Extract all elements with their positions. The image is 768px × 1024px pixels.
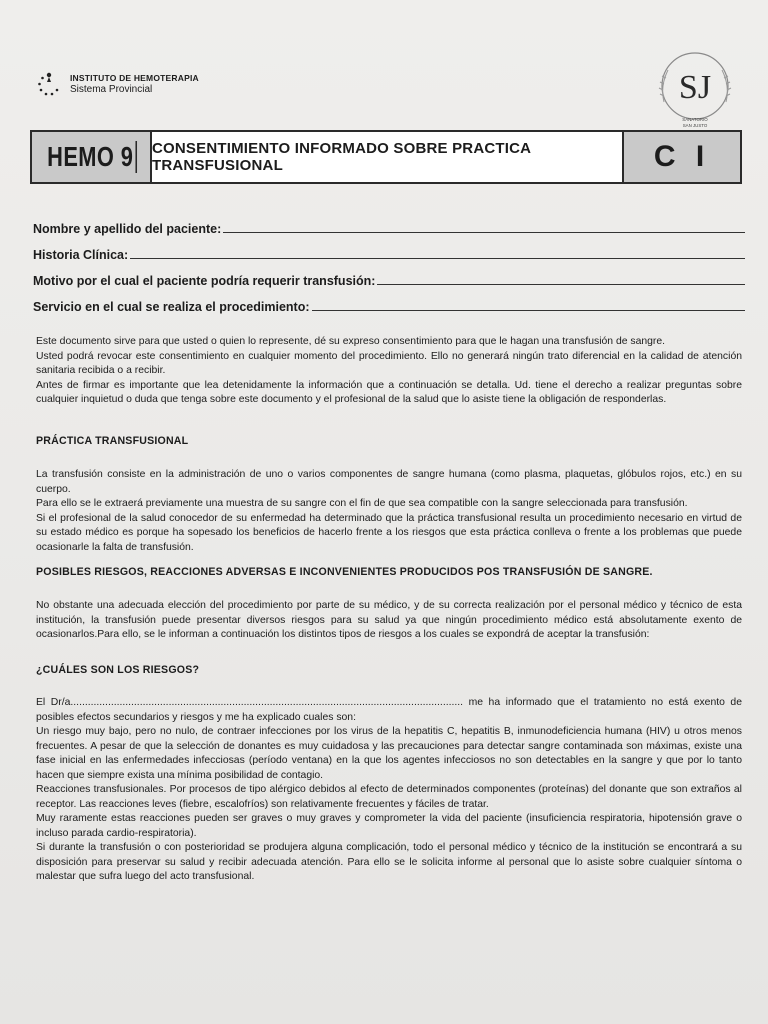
section-heading: POSIBLES RIESGOS, REACCIONES ADVERSAS E INCONVENIENTES PRODUCIDOS POS TRANSFUSIÓN DE SANGRE. <box>36 566 653 578</box>
field-label: Servicio en el cual se realiza el procedimiento: <box>33 300 310 314</box>
sanatorio-logo <box>650 50 740 132</box>
patient-fields <box>33 210 745 314</box>
section2-text <box>36 599 742 643</box>
section1-paragraph: Para ello se le extraerá previamente una muestra de su sangre con el fin de que sea compatible con la sangre seleccionada para transfusión. <box>36 498 688 509</box>
section3-text <box>36 696 742 885</box>
section-heading: ¿CUÁLES SON LOS RIESGOS? <box>36 664 200 676</box>
sanatorio-caption-2: SAN JUSTO <box>682 123 708 128</box>
clinical-history-field[interactable] <box>33 236 745 262</box>
service-field[interactable] <box>33 288 745 314</box>
intro-paragraph: Este documento sirve para que usted o quien lo represente, dé su expreso consentimiento para que le hagan una transfusión de sangre. <box>36 336 666 347</box>
institution-logo-icon <box>36 70 62 98</box>
section1-paragraph: Si el profesional de la salud conocedor de su enfermedad ha determinado que la práctica transfusional resulta un procedimiento necesario en virtud de su estado médico es porque ha sopesado los beneficios de hacerlo frente a los riesgos que esta práctica conlleva o frente a los problemas que puede ocasionarle la falta de transfusión. <box>36 512 742 553</box>
fill-line[interactable] <box>223 232 745 233</box>
section2-paragraph: No obstante una adecuada elección del procedimiento por parte de su médico, y de su correcta realización por el personal médico y técnico de esta institución, la transfusión puede presentar diversos riesgos para su salud ya que ningún procedimiento médico está absolutamente exento de ocasionarlos.Para ello, se le informan a continuación los distintos tipos de riesgos a los cuales se expondrá de aceptar la transfusión: <box>36 600 742 640</box>
section1-paragraph: La transfusión consiste en la administración de uno o varios componentes de sangre humana (como plasma, plaquetas, glóbulos rojos, etc.) en su cuerpo. <box>36 469 742 495</box>
section3-paragraph: Un riesgo muy bajo, pero no nulo, de contraer infecciones por los virus de la hepatitis C, hepatitis B, inmunodeficiencia humana (HIV) u otros menos frecuentes. A pesar de que la selección de donantes es muy cuidadosa y las precauciones para detectar sangre contaminada son máximas, existe una fase inicial en las enfermedades infecciosas (período ventana) en la que los agentes infecciosos no son detectables en la sangre y que por lo tanto hacen que siempre exista una mínima posibilidad de contagio. <box>36 726 742 781</box>
institution-subtitle: Sistema Provincial <box>70 84 153 95</box>
field-label: Nombre y apellido del paciente: <box>33 222 222 236</box>
section3-paragraph: Reacciones transfusionales. Por procesos de tipo alérgico debidos al efecto de determinados componentes (proteínas) del donante que son extraños al receptor. Las reacciones leves (fiebre, escalofríos) son relativamente frecuentes y fáciles de tratar. <box>36 784 742 810</box>
section3-paragraph: El Dr/a........................................................................................................................................ me ha informado que el tratamiento no está exento de posibles efectos secundarios y riesgos y me ha explicado cuales son: <box>36 697 742 723</box>
section1-text <box>36 468 742 555</box>
section3-paragraph: Muy raramente estas reacciones pueden ser graves o muy graves y comprometer la vida del paciente (insuficiencia respiratoria, hipotensión grave o incluso parada cardio-respiratoria). <box>36 813 742 839</box>
institution-name: INSTITUTO DE HEMOTERAPIA <box>70 73 199 83</box>
intro-text <box>36 335 742 408</box>
intro-paragraph: Usted podrá revocar este consentimiento en cualquier momento del procedimiento. Ello no generará ningún trato diferencial en la calidad de atención sanitaria recibida o a recibir. <box>36 350 742 376</box>
institution-header <box>36 70 199 98</box>
sanatorio-initials: SJ <box>678 69 712 106</box>
section-heading: PRÁCTICA TRANSFUSIONAL <box>36 435 189 447</box>
patient-name-field[interactable] <box>33 210 745 236</box>
field-label: Motivo por el cual el paciente podría requerir transfusión: <box>33 274 376 288</box>
sanatorio-caption-1: SANATORIO <box>682 117 708 122</box>
document-title-bar <box>30 130 742 184</box>
form-tag: C I <box>653 140 711 173</box>
form-code: HEMO 9 <box>45 141 137 173</box>
fill-line[interactable] <box>130 258 745 259</box>
transfusion-reason-field[interactable] <box>33 262 745 288</box>
field-label: Historia Clínica: <box>33 248 129 262</box>
fill-line[interactable] <box>377 284 745 285</box>
document-title: CONSENTIMIENTO INFORMADO SOBRE PRACTICA TRANSFUSIONAL <box>152 132 624 182</box>
intro-paragraph: Antes de firmar es importante que lea detenidamente la información que a continuación se detalla. Ud. tiene el derecho a realizar preguntas sobre cualquier inquietud o duda que tenga sobre este documento y el profesional de la salud que lo asiste tiene la obligación de responderlas. <box>36 379 742 405</box>
section3-paragraph: Si durante la transfusión o con posterioridad se produjera alguna complicación, todo el personal médico y técnico de la institución se encontrará a su disposición para preservar su salud y recibir adecuada atención. Para ello se le solicita informe al personal que lo asiste sobre cualquier síntoma o malestar que sufra luego del acto transfusional. <box>36 842 742 882</box>
fill-line[interactable] <box>312 310 745 311</box>
